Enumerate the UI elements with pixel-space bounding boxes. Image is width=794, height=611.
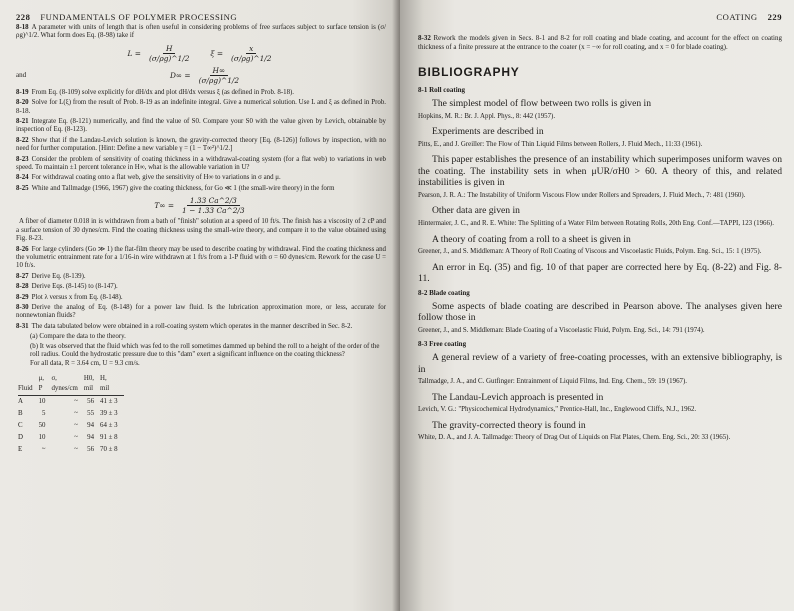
problem-text: Derive Eqs. (8-145) to (8-147). (31, 283, 118, 291)
table-cell: 10 (38, 397, 46, 405)
for-all-data: For all data, R = 3.64 cm, U = 9.3 cm/s. (30, 360, 140, 368)
table-header-bottom (18, 385, 124, 396)
sub-items-list (16, 333, 386, 359)
numerator: H∞ (210, 66, 229, 76)
lead-paragraph: The Landau-Levich approach is presented in (432, 391, 604, 403)
table-cell: B (18, 409, 23, 417)
bibliography-section (418, 86, 782, 284)
problem-text: Derive Eq. (8-139). (31, 272, 86, 280)
table-cell: 41 ± 3 (100, 397, 118, 405)
right-running-head (418, 10, 782, 24)
problem-text: Show that if the Landau-Levich solution is known, the gravity-corrected theory [Eq. (8-126)] follows by inspection, with no need for further computation. [Hint: Define a new variable γ = (1 − T∞²)^1/2.] (16, 136, 386, 153)
denominator: (σ/ρg)^1/2 (198, 75, 240, 85)
column-header: P (39, 385, 52, 396)
bibliography-sections (418, 86, 782, 443)
lead-paragraph: A general review of a variety of free-coating processes, with an extensive bibliography, is in (418, 352, 782, 375)
problem-text: Derive the analog of Eq. (8-148) for a power law fluid. Is the lubrication approximation more, or less, accurate for nonnewtonian fluids? (16, 303, 386, 320)
left-running-title: FUNDAMENTALS OF POLYMER PROCESSING (40, 12, 238, 22)
table-row (18, 420, 124, 432)
table-cell: E (18, 445, 23, 453)
column-header: mil (84, 385, 100, 396)
problem-text: Integrate Eq. (8-121) numerically, and find the value of S0. Compare your S0 with the value given by Levich, obtainable by inspection of Eq. (8-123). (16, 118, 386, 134)
numerator: H (163, 44, 175, 54)
table-cell: 39 ± 3 (100, 409, 118, 417)
problem-text: The data tabulated below were obtained in a roll-coating system which operates in the manner described in Sec. 8-2. (31, 322, 353, 330)
problem-number: 8-24 (16, 174, 29, 182)
lead-paragraph: Other data are given in (432, 205, 520, 217)
right-page (400, 0, 794, 611)
equation-lhs: D∞ = (170, 70, 191, 80)
equation-lhs: ξ = (210, 48, 224, 58)
bibliography-section (418, 340, 782, 443)
equation-lhs: L = (127, 48, 141, 58)
reference-entry: Hintermaier, J. C., and R. E. White: The Splitting of a Water Film between Rotating Rolls, 20th Eng. Conf.—TAPPI, 123 (1966). (418, 219, 774, 227)
problem-text: For withdrawal coating onto a flat web, give the sensitivity of H∞ to variations in σ and μ. (31, 174, 281, 182)
problem-item (16, 99, 386, 116)
lead-paragraph: A theory of coating from a roll to a sheet is given in (432, 233, 631, 245)
problem-item (16, 174, 386, 182)
table-cell: 70 ± 8 (100, 445, 118, 453)
problem-item (16, 137, 386, 154)
table-body (18, 395, 124, 456)
equation-L-xi (16, 44, 386, 63)
section-title: 8-2 Blade coating (418, 288, 470, 297)
problem-number: 8-19 (16, 88, 29, 96)
reference-entry: Greener, J., and S. Middleman: A Theory of Roll Coating of Viscous and Viscoelastic Fluids, Polym. Eng. Sci., 15: 1 (1975). (418, 248, 762, 256)
reference-entry: Tallmadge, J. A., and C. Gutfinger: Entrainment of Liquid Films, Ind. Eng. Chem., 59: 19 (1967). (418, 378, 687, 386)
table-cell: 91 ± 8 (100, 433, 118, 441)
problem-text: White and Tallmadge (1966, 1967) give the coating thickness, for Go ≪ 1 (the small-wire theory) in the form (31, 184, 335, 192)
denominator: (σ/ρg)^1/2 (231, 53, 272, 63)
problem-number: 8-23 (16, 155, 29, 163)
problem-text: Plot λ versus x from Eq. (8-148). (31, 293, 123, 301)
denominator: 1 − 1.33 Ca^2/3 (182, 206, 245, 216)
table-cell: 5 (42, 409, 46, 417)
column-header: dynes/cm (51, 385, 83, 396)
right-page-number: 229 (767, 12, 782, 22)
problem-8-32 (418, 34, 782, 51)
lead-paragraph: The simplest model of flow between two rolls is given in (432, 98, 652, 110)
roll-coating-data-table (18, 375, 124, 456)
reference-entry: Pearson, J. R. A.: The Instability of Uniform Viscous Flow under Rollers and Spreaders, J. Fluid Mech., 7: 481 (1960). (418, 191, 746, 199)
equation-T (16, 196, 386, 215)
table-cell: ~ (74, 397, 78, 405)
column-header-top: μ, (38, 374, 44, 382)
equation-L (127, 44, 192, 63)
problem-item (16, 118, 386, 135)
table-cell: ~ (41, 445, 46, 453)
problem-item (16, 323, 386, 331)
table-row (18, 395, 124, 408)
bibliography-heading: BIBLIOGRAPHY (418, 65, 520, 80)
numerator: x (246, 44, 256, 54)
column-header-top: H, (100, 374, 107, 382)
problem-text: Consider the problem of sensitivity of coating thickness in a withdrawal-coating system (for a flat web) to variations in web speed. To maintain ±1 percent tolerance in H∞, what is the allowable variation in U? (16, 155, 386, 172)
table-cell: ~ (74, 445, 78, 453)
fraction (196, 66, 242, 85)
left-running-head (16, 10, 386, 24)
problem-text: For large cylinders (Go ≫ 1) the flat-film theory may be used to describe coating by withdrawal. Find the coating thickness and the volumetric entrainment rate for a 1/16-in wire withdrawn at 1 ft/s from a 1-P fluid with σ = 60 dynes/cm. Rework for the case U = 10 ft/s. (16, 245, 386, 270)
fraction (146, 44, 192, 63)
table-cell: 94 (87, 421, 95, 429)
numerator: 1.33 Ca^2/3 (187, 196, 240, 206)
table-cell: 50 (38, 421, 46, 429)
problem-item (16, 156, 386, 173)
reference-entry: White, D. A., and J. A. Tallmadge: Theory of Drag Out of Liquids on Flat Plates, Chem. Eng. Sci., 20: 33 (1965). (418, 434, 731, 442)
problem-number: 8-30 (16, 303, 29, 311)
problem-8-18 (16, 24, 386, 41)
sub-item: (b) It was observed that the fluid which was fed to the roll sometimes dammed up behind the roll to a height of the order of the roll radius. Could the hydrostatic pressure due to this "dam" exert a significant influence on the coating thickness? (30, 342, 380, 358)
reference-entry: Hopkins, M. R.: Br. J. Appl. Phys., 8: 442 (1957). (418, 112, 556, 120)
table-cell: 10 (38, 433, 46, 441)
problem-number: 8-20 (16, 99, 29, 107)
lead-paragraph: Experiments are described in (432, 126, 544, 138)
problem-text: A fiber of diameter 0.018 in is withdrawn from a bath of "finish" solution at a speed of 10 ft/s. The finish has a viscosity of 2 cP and a surface tension of 30 dynes/cm. Find the coating thickness using the small-wire theory, and compare it to the value obtained using Fig. 8-23. (16, 218, 386, 243)
table-cell: ~ (74, 409, 78, 417)
reference-entry: Greener, J., and S. Middleman: Blade Coating of a Viscoelastic Fluid, Polym. Eng. Sci., 14: 791 (1974). (418, 326, 705, 334)
problem-text: From Eq. (8-109) solve explicitly for dH/dx and plot dH/dx versus ξ (as defined in Prob. 8-18). (31, 88, 295, 96)
table-cell: 94 (87, 433, 95, 441)
table-cell: 64 ± 3 (100, 421, 118, 429)
problem-text: Rework the models given in Secs. 8-1 and 8-2 for roll coating and blade coating, and account for the effect on coating thickness of a finite pressure at the entrance to the coater (x = −∞ for roll coating, and x = 0 for blade coating). (418, 34, 783, 51)
column-header-top: σ, (51, 374, 57, 382)
column-header-top: H0, (83, 374, 95, 382)
column-header: mil (100, 385, 124, 396)
sub-item: (a) Compare the data to the theory. (30, 333, 126, 341)
problem-number: 8-31 (16, 322, 29, 330)
column-header: Fluid (18, 385, 39, 396)
problem-item (16, 304, 386, 321)
and-row (16, 66, 386, 85)
table-row (18, 408, 124, 420)
problem-number: 8-28 (16, 283, 29, 291)
table-cell: 55 (87, 409, 95, 417)
section-title: 8-3 Free coating (418, 340, 467, 349)
equation-lhs: T∞ = (154, 201, 175, 211)
table-cell: D (18, 433, 23, 441)
paragraphs-list (16, 218, 386, 331)
denominator: (σ/ρg)^1/2 (148, 53, 190, 63)
problem-number: 8-29 (16, 293, 29, 301)
problem-number: 8-26 (16, 245, 29, 253)
left-page-number: 228 (16, 12, 31, 22)
bibliography-section (418, 289, 782, 336)
reference-entry: Levich, V. G.: "Physicochemical Hydrodynamics," Prentice-Hall, Inc., Englewood Cliffs, N.J., 1962. (418, 406, 697, 414)
equation-D (26, 66, 386, 85)
fraction (228, 44, 274, 63)
problem-number: 8-22 (16, 136, 29, 144)
table-cell: 56 (87, 445, 95, 453)
problem-item (16, 294, 386, 302)
table-row (18, 432, 124, 444)
problem-number: 8-18 (16, 24, 29, 31)
table-cell: ~ (74, 421, 78, 429)
table-header-top (18, 375, 124, 385)
lead-paragraph: This paper establishes the presence of an instability which superimposes uniform waves on the coating. The instability sets in when μUR/σH0 > 60. A theory of this, and related instabilities is given in (418, 154, 782, 189)
table-row (18, 444, 124, 456)
column-header-top (18, 375, 39, 385)
problem-item (16, 218, 386, 243)
problem-number: 8-27 (16, 272, 29, 280)
table-cell: C (18, 421, 23, 429)
problem-item (16, 89, 386, 97)
table-cell: ~ (74, 433, 78, 441)
problem-item (16, 273, 386, 281)
problem-item (16, 246, 386, 271)
problem-number: 8-21 (16, 118, 29, 126)
problem-item (16, 283, 386, 291)
and-word: and (16, 71, 27, 80)
right-running-title: COATING (716, 12, 758, 22)
problem-number: 8-32 (418, 34, 431, 42)
table-cell: 56 (87, 397, 95, 405)
equation-xi (210, 44, 274, 63)
section-title: 8-1 Roll coating (418, 86, 466, 95)
problem-item (16, 185, 386, 193)
lead-paragraph: Some aspects of blade coating are described in Pearson above. The analyses given here follow those in (418, 300, 782, 324)
fraction (179, 196, 248, 215)
problem-number: 8-25 (16, 184, 29, 192)
lead-paragraph: The gravity-corrected theory is found in (432, 419, 586, 431)
problem-text: A parameter with units of length that is often useful in considering problems of free surfaces subject to surface tension is (σ/ρg)^1/2. What form does Eq. (8-98) take if (16, 24, 386, 40)
problem-text: Solve for L(ξ) from the result of Prob. 8-19 as an indefinite integral. Give a numerical solution. Use L and ξ as defined in Prob. 8-18. (16, 99, 386, 115)
reference-entry: Pitts, E., and J. Greiller: The Flow of Thin Liquid Films between Rollers, J. Fluid Mech., 11:33 (1961). (418, 140, 703, 148)
lead-paragraph: An error in Eq. (35) and fig. 10 of that paper are corrected here by Eq. (8-22) and Fig. 8-11. (418, 261, 782, 285)
table-cell: A (18, 397, 23, 405)
problems-list (16, 89, 386, 193)
